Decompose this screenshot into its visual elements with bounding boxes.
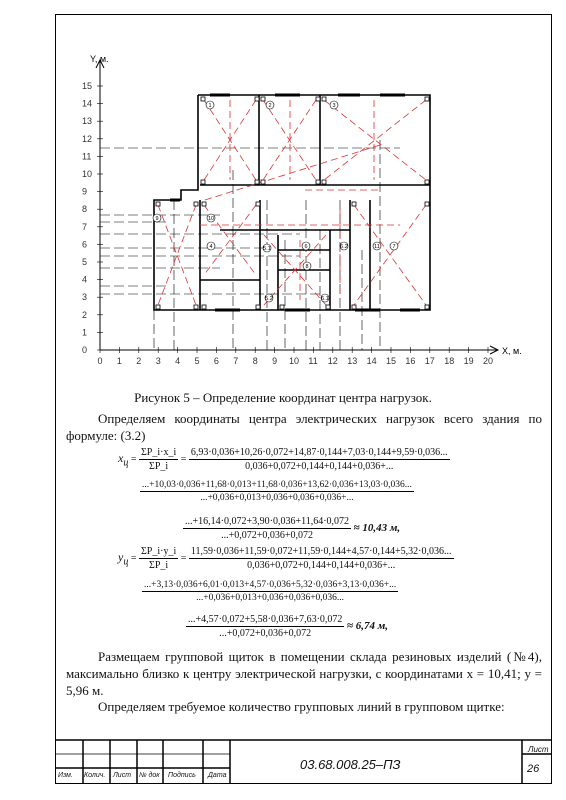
lamp-square xyxy=(425,97,429,101)
lamp-square xyxy=(202,202,206,206)
x-tick-label: 13 xyxy=(347,356,358,366)
formula-y-def-fraction: $\frac{\Sigma P\_i\cdot y\_i}{\Sigma P\_i}$ xyxy=(140,546,177,571)
room-marker-label: 3 xyxy=(332,103,336,109)
lamp-square xyxy=(326,305,330,309)
room-markers xyxy=(153,101,398,302)
formula-y-line1: $\frac{11,59\cdot 0,036+11,59\cdot 0,072+11,59\cdot 0,144+4,57\cdot 0,144+5,32\cdot 0,036...}{0,036+0,072+0,144+0,144+0,036+...}$ xyxy=(190,546,452,571)
document-number: 03.68.008.25–ПЗ xyxy=(300,757,401,772)
x-tick-label: 16 xyxy=(405,356,416,366)
x-tick-label: 15 xyxy=(386,356,397,366)
formula-y-result: ≈ 6,74 м, xyxy=(346,619,388,632)
x-tick-label: 1 xyxy=(116,356,122,366)
x-tick-label: 11 xyxy=(308,356,318,366)
lamp-square xyxy=(256,305,260,309)
room-marker-label: 5.2 xyxy=(265,296,273,302)
x-tick-label: 7 xyxy=(233,356,239,366)
room-marker-label: 5.1 xyxy=(263,246,271,252)
lamp-square xyxy=(280,305,284,309)
stamp-col-ndok: № док xyxy=(139,772,160,779)
lamp-square xyxy=(352,305,356,309)
room-marker-label: 10 xyxy=(207,216,215,222)
y-tick-label: 10 xyxy=(82,169,93,179)
room-marker-label: 6 xyxy=(304,244,308,250)
paragraph-panel-placement: Размещаем групповой щиток в помещении склада резиновых изделий (№4), максимально близко к центру электрической нагрузки, с координатами x = 10,41; y = 5,96 м. xyxy=(66,649,542,698)
y-tick-label: 1 xyxy=(82,327,88,338)
x-tick-label: 14 xyxy=(366,356,377,366)
room-marker-label: 4 xyxy=(209,244,213,250)
room-marker-label: 9 xyxy=(155,216,159,222)
lamp-square xyxy=(322,97,326,101)
projection-lines xyxy=(100,140,400,350)
lamp-square xyxy=(425,305,429,309)
y-tick-label: 8 xyxy=(82,204,88,215)
lamp-square xyxy=(316,97,320,101)
stamp-col-izm: Изм. xyxy=(58,772,73,779)
x-tick-label: 5 xyxy=(194,356,200,366)
sheet-number: 26 xyxy=(527,763,540,775)
formula-x-line3: $\frac{...+16,14\cdot 0,072+3,90\cdot 0,036+11,64\cdot 0,072}{...+0,072+0,036+0,072}$ ≈ 10,43 м, xyxy=(185,516,401,541)
x-tick-label: 17 xyxy=(424,356,435,366)
formula-y-lhs: $y_ц$ xyxy=(118,549,129,568)
y-tick-label: 13 xyxy=(82,116,93,127)
y-tick-label: 5 xyxy=(82,257,88,267)
lamp-square xyxy=(316,180,320,184)
lamp-square xyxy=(202,305,206,309)
room-marker-label: 1 xyxy=(208,103,212,109)
y-axis-label: Y, м. xyxy=(90,54,109,64)
x-tick-label: 10 xyxy=(289,356,300,366)
formula-y-line3: $\frac{...+4,57\cdot 0,072+5,58\cdot 0,036+7,63\cdot 0,072}{...+0,072+0,036+0,072}$ ≈ 6,74 м, xyxy=(188,614,388,639)
room-marker-label: 6.1 xyxy=(321,296,329,302)
lamps xyxy=(156,97,429,309)
room-marker-label: 8 xyxy=(305,264,309,270)
x-tick-label: 19 xyxy=(463,356,474,366)
x-tick-label: 9 xyxy=(272,356,278,366)
lamp-square xyxy=(201,97,205,101)
formula-x-lhs: $x_ц$ xyxy=(118,450,129,469)
formula-x-line1: $\frac{6,93\cdot 0,036+10,26\cdot 0,072+14,87\cdot 0,144+7,03\cdot 0,144+9,59\cdot 0,036...}{0,036+0,072+0,144+0,144+0,036+...}$ xyxy=(190,447,448,472)
lamp-square xyxy=(425,180,429,184)
y-tick-label: 14 xyxy=(82,98,93,109)
x-axis-label: X, м. xyxy=(502,346,522,356)
x-tick-label: 6 xyxy=(213,356,219,366)
y-tick-label: 4 xyxy=(82,274,88,285)
floor-plan-figure xyxy=(70,50,522,380)
y-tick-label: 6 xyxy=(82,239,88,250)
lamp-square xyxy=(156,202,160,206)
paragraph-group-lines: Определяем требуемое количество групповых линий в групповом щитке: xyxy=(98,699,505,714)
windows xyxy=(170,95,420,310)
x-tick-label: 3 xyxy=(155,356,161,366)
y-tick-label: 9 xyxy=(82,186,88,197)
formula-y-line2: ...+3,13·0,036+6,01·0,013+4,57·0,036+5,32·0,036+3,13·0,036+... ...+0,036+0,013+0,036+0,036+0,036... xyxy=(144,580,397,603)
lamp-square xyxy=(255,180,259,184)
sheet-label: Лист xyxy=(528,745,549,754)
formula-x-line2: ...+10,03·0,036+11,68·0,013+11,68·0,036+13,62·0,036+13,03·0,036... ...+0,036+0,013+0,036+0,036+0,036+... xyxy=(142,480,412,503)
x-tick-label: 0 xyxy=(97,356,103,366)
x-tick-label: 20 xyxy=(483,356,494,366)
formula-x-result: ≈ 10,43 м, xyxy=(353,521,401,534)
x-tick-label: 12 xyxy=(327,356,338,366)
stamp-col-list: Лист xyxy=(113,772,132,779)
y-tick-label: 11 xyxy=(82,151,92,162)
formula-x-def-fraction: $\frac{\Sigma P\_i\cdot x\_i}{\Sigma P\_i}$ xyxy=(140,447,177,472)
y-tick-label: 0 xyxy=(82,345,88,355)
lamp-square xyxy=(352,202,356,206)
lamp-square xyxy=(255,97,259,101)
stamp-col-kolich: Колич. xyxy=(84,772,106,779)
x-tick-label: 2 xyxy=(136,356,142,366)
formula-x-definition: $x_ц$ = $\frac{\Sigma P\_i\cdot x\_i}{\Sigma P\_i}$ = $\frac{6,93\cdot 0,036+10,26\cdot 0,072+14,87\cdot 0,144+7,03\cdot 0,144+9,59\cdot 0,036...}{0,036+0,072+0,144+0,144+0,036+...}$ xyxy=(118,447,448,472)
lamp-square xyxy=(425,202,429,206)
stamp-col-data: Дата xyxy=(208,772,227,779)
room-marker-label: 7 xyxy=(392,244,396,250)
y-tick-label: 7 xyxy=(82,221,88,232)
x-tick-label: 18 xyxy=(444,356,455,366)
room-marker-label: 6.2 xyxy=(340,244,348,250)
y-tick-label: 3 xyxy=(82,292,88,303)
room-marker-label: 11 xyxy=(374,244,380,250)
stamp-col-podpis: Подпись xyxy=(168,772,196,779)
lamp-square xyxy=(194,202,198,206)
lamp-square xyxy=(261,180,265,184)
lamp-square xyxy=(194,305,198,309)
x-tick-label: 8 xyxy=(252,356,258,366)
y-tick-label: 12 xyxy=(82,133,93,144)
figure-caption: Рисунок 5 – Определение координат центра нагрузок. xyxy=(134,390,432,405)
lamp-square xyxy=(261,97,265,101)
paragraph-intro: Определяем координаты центра электрических нагрузок всего здания по формуле: (3.2) xyxy=(66,411,542,443)
lamp-square xyxy=(256,202,260,206)
y-tick-label: 2 xyxy=(82,309,88,320)
room-marker-label: 2 xyxy=(268,103,272,109)
y-tick-label: 15 xyxy=(82,81,93,91)
x-tick-label: 4 xyxy=(175,356,181,366)
formula-y-definition: $y_ц$ = $\frac{\Sigma P\_i\cdot y\_i}{\Sigma P\_i}$ = $\frac{11,59\cdot 0,036+11,59\cdot 0,072+11,59\cdot 0,144+4,57\cdot 0,144+5,32\cdot 0,036...}{0,036+0,072+0,144+0,144+0,036+...}$ xyxy=(118,546,452,571)
lamp-square xyxy=(322,180,326,184)
lamp-square xyxy=(201,180,205,184)
lamp-square xyxy=(156,305,160,309)
